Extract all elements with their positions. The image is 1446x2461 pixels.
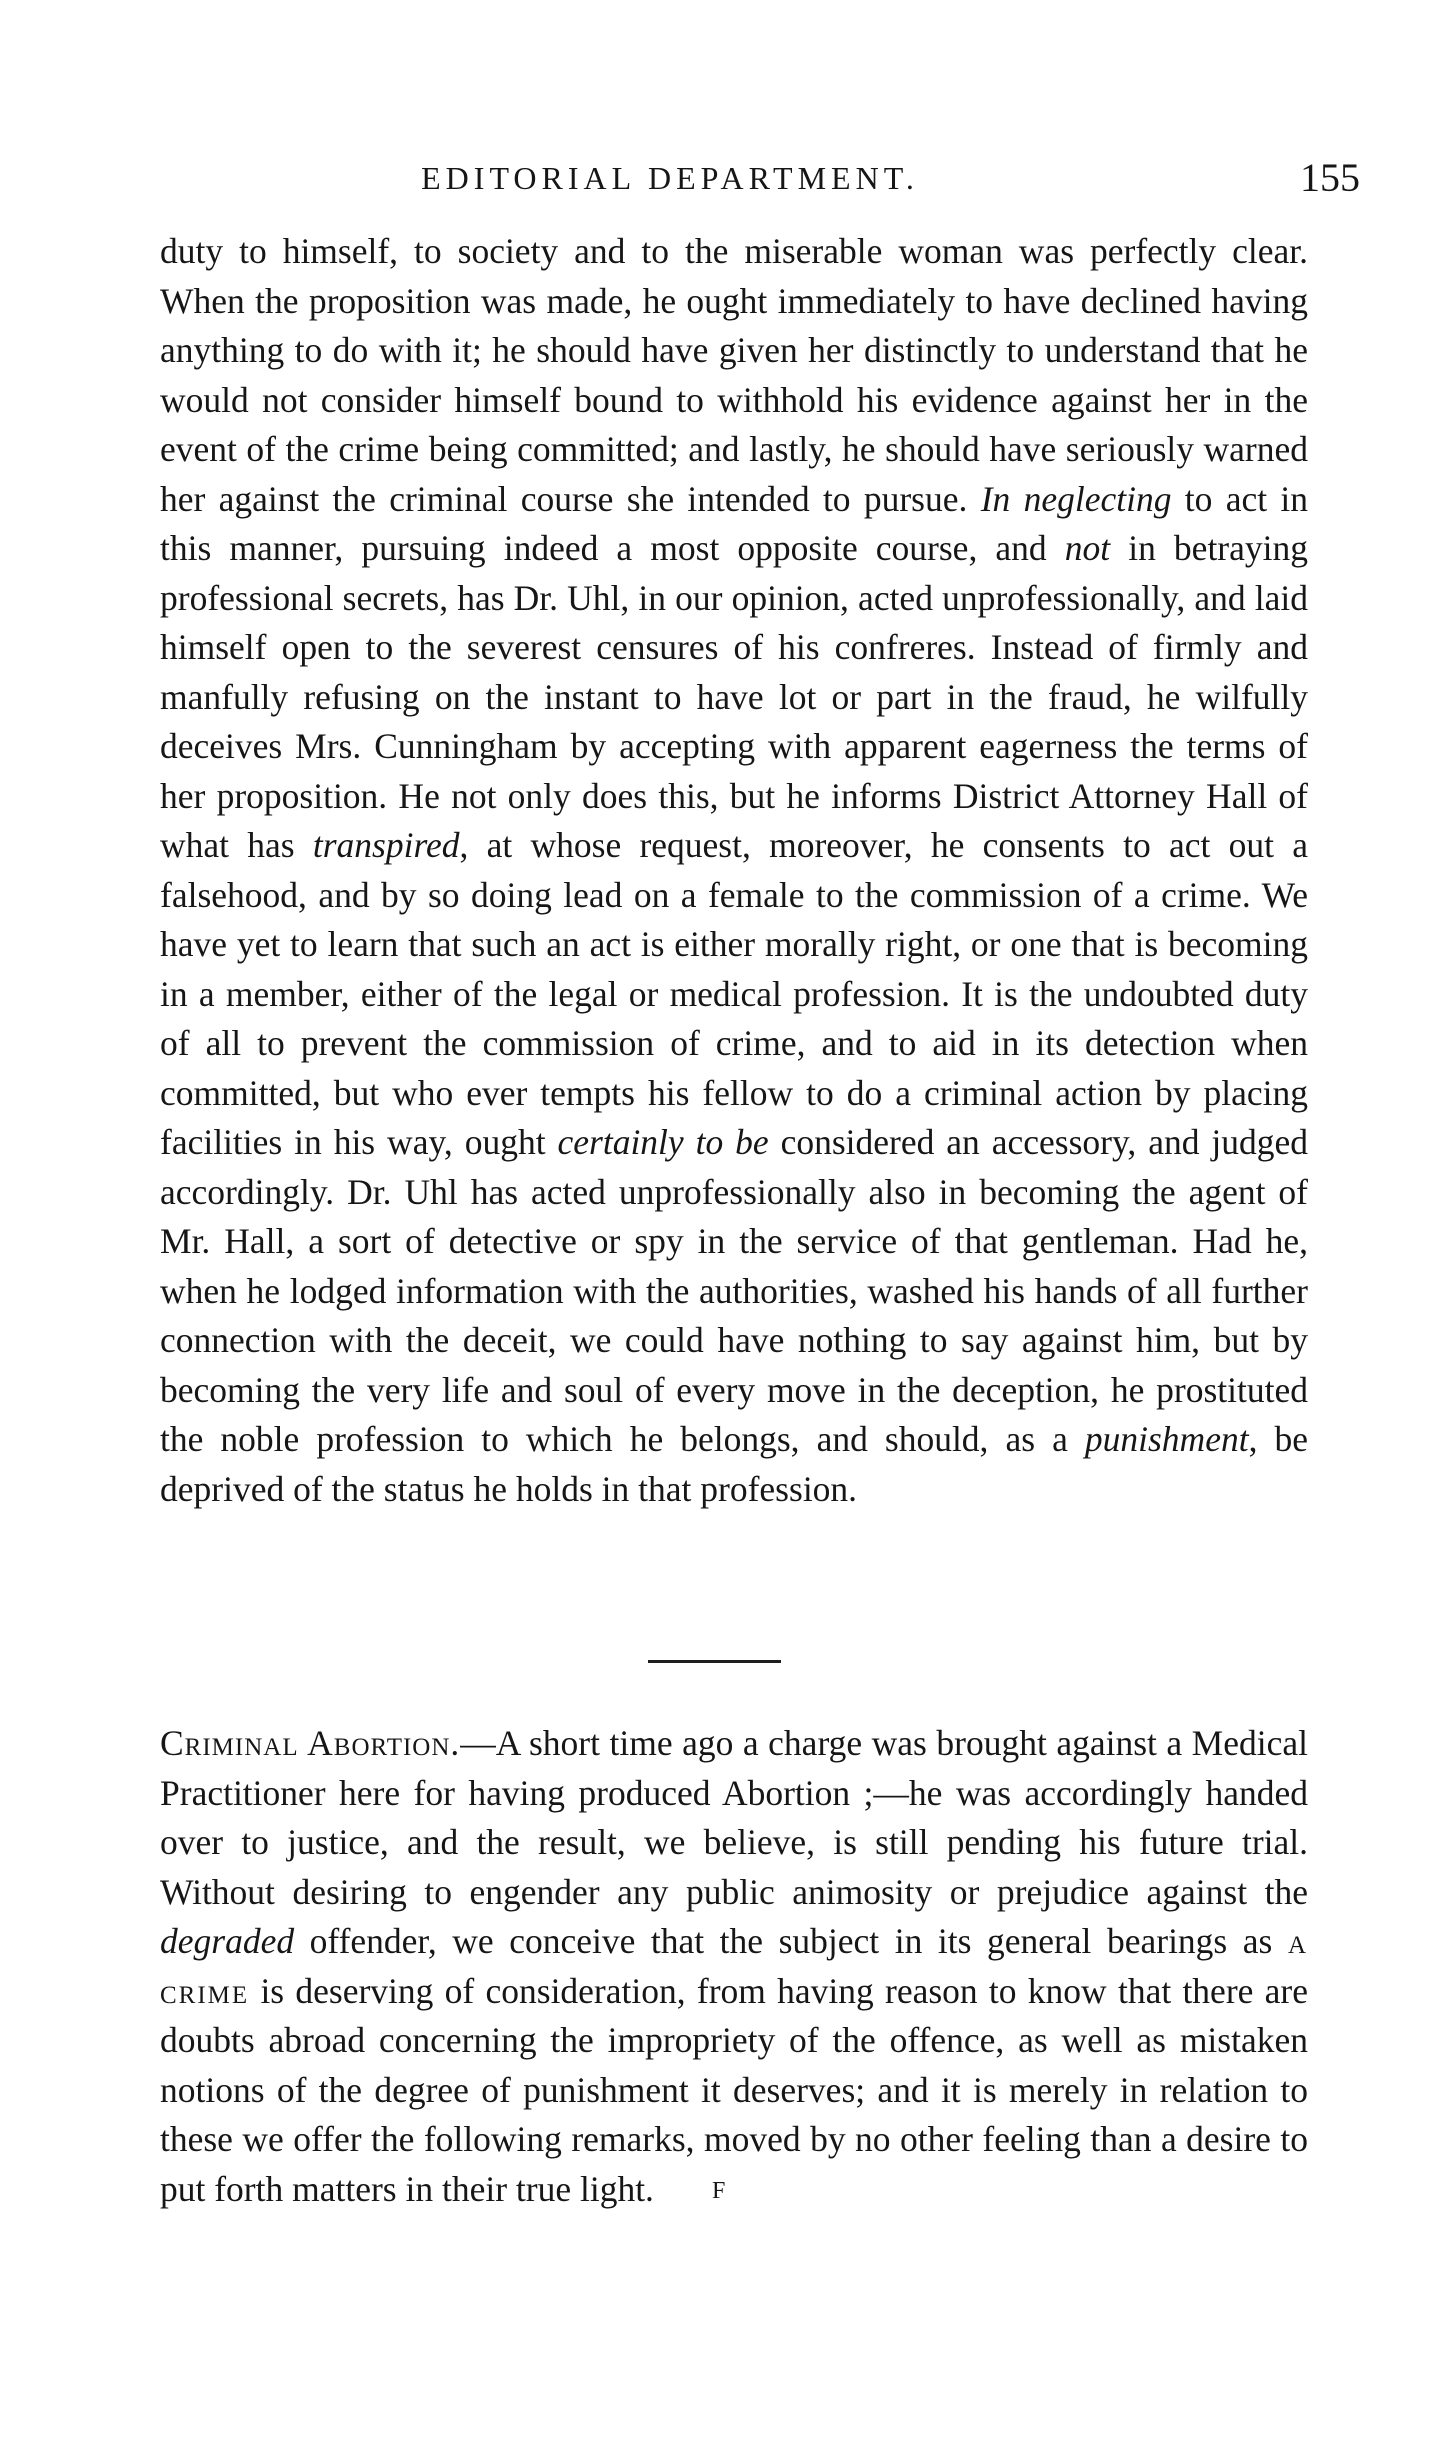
editorial-paragraph-1 [160, 227, 1308, 1514]
text-run: considered an accessory, and judged accordingly. Dr. Uhl has acted unprofessionally also in becoming the agent of Mr. Hall, a sort of detective or spy in the service of that gentleman. Had he, when he lodged information with the authorities, washed his hands of all further connection with the deceit, we could have nothing to say against him, but by becoming the very life and soul of every move in the deception, he prostituted the noble profession to which he belongs, and should, as a [160, 1122, 1309, 1459]
text-run: is deserving of consideration, from having reason to know that there are doubts abroad concerning the impropriety of the offence, as well as mistaken notions of the degree of punishment it deserves; and it is merely in relation to these we offer the following remarks, moved by no other feeling than a desire to put forth matters in their true light. [160, 1970, 1308, 2209]
text-run: , at whose request, moreover, he consents to act out a falsehood, and by so doing lead on a female to the commission of a crime. We have yet to learn that such an act is either morally right, or one that is becoming in a member, either of the legal or medical profession. It is the undoubted duty of all to prevent the commission of crime, and to aid in its detection when committed, but who ever tempts his fellow to do a criminal action by placing facilities in his way, ought [160, 825, 1308, 1162]
section-separator [648, 1660, 781, 1663]
text-run: to act in this manner, pursuing indeed a most opposite course, and [160, 478, 1308, 568]
page-number: 155 [1300, 155, 1360, 200]
italic-run: degraded [160, 1921, 295, 1961]
italic-run: punishment [1084, 1419, 1249, 1459]
italic-run: In neglecting [980, 478, 1172, 519]
section-heading: Criminal Abortion. [160, 1723, 461, 1763]
signature-mark: F [712, 2178, 726, 2204]
italic-run: transpired [312, 825, 460, 865]
text-run: duty to himself, to society and to the miserable woman was perfectly clear. When the proposition was made, he ought immediately to have declined having anything to do with it; he should have given her distinctly to understand that he would not consider himself bound to withhold his evidence against her in the event of the crime being committed; and lastly, he should have seriously warned her against the criminal course she intended to pursue. [160, 231, 1308, 519]
italic-run: certainly to be [557, 1122, 769, 1162]
italic-run: not [1064, 528, 1111, 568]
smallcaps-run: a crime [160, 1921, 1308, 2011]
text-run: —A short time ago a charge was brought against a Medical Practitioner here for having produced Abortion ;—he was accordingly handed over to justice, and the result, we believe, is still pending his future trial. Without desiring to engender any public animosity or prejudice against the [160, 1723, 1308, 1912]
text-run: in betraying professional secrets, has Dr. Uhl, in our opinion, acted unprofessionally, and laid himself open to the severest censures of his confreres. Instead of firmly and manfully refusing on the instant to have lot or part in the fraud, he wilfully deceives Mrs. Cunningham by accepting with apparent eagerness the terms of her proposition. He not only does this, but he informs District Attorney Hall of what has [160, 528, 1308, 865]
running-head [160, 150, 1360, 210]
text-run: offender, we conceive that the subject in its general bearings as [294, 1921, 1288, 1961]
running-title: EDITORIAL DEPARTMENT. [421, 160, 919, 196]
text-run: , be deprived of the status he holds in that profession. [160, 1419, 1308, 1509]
editorial-paragraph-2 [160, 1719, 1308, 2214]
